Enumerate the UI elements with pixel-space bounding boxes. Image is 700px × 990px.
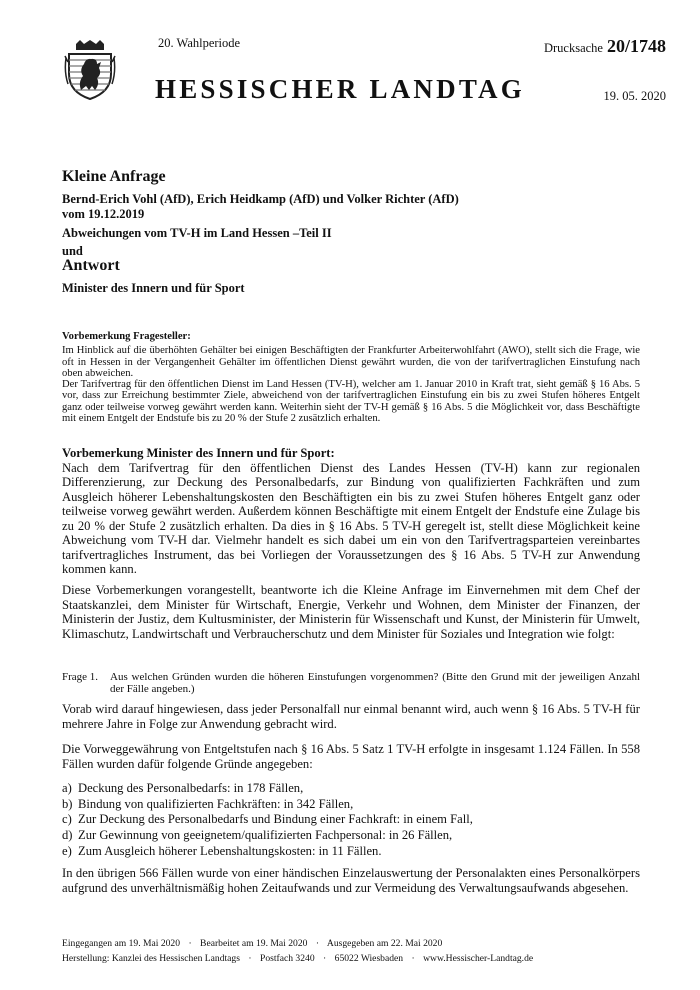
footer-line-2 bbox=[62, 953, 636, 964]
anfrage-date: vom 19.12.2019 bbox=[62, 207, 145, 221]
footer-web-link[interactable]: www.Hessischer-Landtag.de bbox=[423, 953, 534, 964]
reasons-list bbox=[62, 781, 640, 860]
footer-ausgegeben: Ausgegeben am 22. Mai 2020 bbox=[326, 938, 443, 949]
footer-herstellung: Herstellung: Kanzlei des Hessischen Landtags bbox=[62, 953, 240, 964]
vorbemerkung-fragesteller bbox=[62, 331, 640, 424]
list-item: d) Zur Gewinnung von geeignetem/qualifizierten Fachpersonal: in 26 Fällen, bbox=[62, 828, 453, 843]
intro-paragraph bbox=[62, 583, 640, 641]
drucksache-number: 20/1748 bbox=[606, 36, 666, 56]
footer-ort: 65022 Wiesbaden bbox=[334, 953, 404, 964]
footer-postfach: Postfach 3240 bbox=[259, 953, 315, 964]
vorbemerkung-fragesteller-para2: Der Tarifvertrag für den öffentlichen Dienst im Land Hessen (TV-H), welcher am 1. Januar 2010 in Kraft trat, sieht gemäß § 16 Abs. 5 vor, dass zur Erreichung bestimmter Ziele, abweichend von der tarifvertraglichen Einstufung ein bis zu zwei Stufen höheres Entgelt ganz oder teilweise vorweg gewährt werden kann. Weiterhin sieht der TV-H gemäß § 16 Abs. 5 die Möglichkeit vor, dass Beschäftigte mit einem Entgelt der Endstufe bis zu 20 % der Stufe 2 zusätzlich erhalten. bbox=[62, 379, 640, 425]
drucksache bbox=[520, 36, 666, 57]
footer-eingegangen: Eingegangen am 19. Mai 2020 bbox=[62, 938, 181, 949]
answer-paragraph-2 bbox=[62, 742, 640, 771]
footer-separator: · bbox=[315, 938, 320, 949]
vorbemerkung-minister bbox=[62, 446, 640, 577]
list-item: c) Zur Deckung des Personalbedarfs und Bindung einer Fachkraft: in einem Fall, bbox=[62, 812, 473, 827]
anfrage-title: Abweichungen vom TV-H im Land Hessen –Teil II bbox=[62, 226, 332, 240]
vorbemerkung-fragesteller-heading: Vorbemerkung Fragesteller: bbox=[62, 331, 191, 342]
footer-separator: · bbox=[188, 938, 192, 949]
answer-p2-text: Die Vorweggewährung von Entgeltstufen nach § 16 Abs. 5 Satz 1 TV-H erfolgte in insgesamt 1.124 Fällen. In 558 Fällen wurden dafür folgende Gründe angegeben: bbox=[62, 742, 640, 771]
drucksache-label: Drucksache bbox=[543, 41, 603, 55]
footer-bearbeitet: Bearbeitet am 19. Mai 2020 bbox=[200, 938, 308, 949]
list-item: b) Bindung von qualifizierten Fachkräften: in 342 Fällen, bbox=[62, 796, 354, 811]
footer-separator: · bbox=[248, 953, 252, 964]
answer-p1-text: Vorab wird darauf hingewiesen, dass jeder Personalfall nur einmal benannt wird, auch wenn § 16 Abs. 5 TV-H für mehrere Jahre in Folge zur Anwendung gebracht wird. bbox=[62, 702, 640, 731]
footer-separator: · bbox=[411, 953, 415, 964]
list-item: a) Deckung des Personalbedarfs: in 178 Fällen, bbox=[62, 781, 304, 795]
answer-paragraph-3 bbox=[62, 866, 640, 895]
document-date: 19. 05. 2020 bbox=[603, 89, 666, 103]
answer-p3-text: In den übrigen 566 Fällen wurde von einer händischen Einzelauswertung der Personalakten eines Personalkörpers aufgrund des unverhältnismäßig hohen Zeitaufwands und zur Vermeidung des Verwaltungsaufwands abgesehen. bbox=[62, 866, 640, 895]
landtag-title: HESSISCHER LANDTAG bbox=[155, 74, 525, 104]
frage-1-label: Frage 1. bbox=[62, 671, 99, 683]
footer-separator: · bbox=[323, 953, 327, 964]
footer-line-1 bbox=[62, 938, 636, 949]
coat-of-arms-icon bbox=[64, 40, 116, 100]
list-item: e) Zum Ausgleich höherer Lebenshaltungskosten: in 11 Fällen. bbox=[62, 843, 382, 858]
frage-1 bbox=[62, 671, 640, 695]
vorbemerkung-minister-text: Nach dem Tarifvertrag für den öffentlichen Dienst des Landes Hessen (TV-H) kann zur regionalen Differenzierung, zur Deckung des Personalbedarfs, zur Bindung von qualifizierten Fachkräften und zum Ausgleich höherer Lebenshaltungskosten den Beschäftigten ein bis zu zwei Stufen höheres Entgelt ganz oder teilweise vorweg gewährt werden. Außerdem können Beschäftigte mit einem Entgelt der Endstufe eine Zulage bis zu 20 % der Stufe 2 zusätzlich erhalten. Da dies in § 16 Abs. 5 TV-H geregelt ist, stellt diese Möglichkeit keine Abweichung vom TV-H dar. Vielmehr handelt es sich dabei um ein von den Tarifvertragsparteien vereinbartes tarifvertragliches Instrument, das bei Vorliegen der Voraussetzungen des § 16 Abs. 5 TV-H zur Anwendung kommen kann. bbox=[62, 460, 640, 576]
und-text: und bbox=[62, 244, 83, 258]
authors-names: Bernd-Erich Vohl (AfD), Erich Heidkamp (AfD) und Volker Richter (AfD) bbox=[62, 192, 459, 206]
vorbemerkung-minister-heading: Vorbemerkung Minister des Innern und für Sport: bbox=[62, 446, 335, 460]
vorbemerkung-fragesteller-para1: Im Hinblick auf die überhöhten Gehälter bei einigen Beschäftigten der Frankfurter Arbeiterwohlfahrt (AWO), stellt sich die Frage, wie oft in Hessen in der Vergangenheit Gehälter im öffentlichen Dienst gewährt wurden, die von der tarifvertraglichen Einstufung nach oben abweichen. bbox=[62, 345, 640, 379]
antwort-heading: Antwort bbox=[62, 257, 120, 274]
kleine-anfrage-heading: Kleine Anfrage bbox=[62, 168, 166, 185]
authors bbox=[62, 192, 622, 222]
wahlperiode: 20. Wahlperiode bbox=[158, 36, 241, 50]
minister-title: Minister des Innern und für Sport bbox=[62, 281, 245, 295]
intro-text: Diese Vorbemerkungen vorangestellt, beantworte ich die Kleine Anfrage im Einvernehmen mit dem Chef der Staatskanzlei, dem Minister für Wirtschaft, Energie, Verkehr und Wohnen, dem Minister der Finanzen, der Ministerin der Justiz, dem Kultusminister, der Ministerin für Wissenschaft und Kunst, der Ministerin für Umwelt, Klimaschutz, Landwirtschaft und Verbraucherschutz und dem Minister für Soziales und Integration wie folgt: bbox=[62, 583, 640, 641]
answer-paragraph-1 bbox=[62, 702, 640, 731]
frage-1-text: Aus welchen Gründen wurden die höheren Einstufungen vorgenommen? (Bitte den Grund mit der jeweiligen Anzahl der Fälle angeben.) bbox=[110, 671, 640, 695]
